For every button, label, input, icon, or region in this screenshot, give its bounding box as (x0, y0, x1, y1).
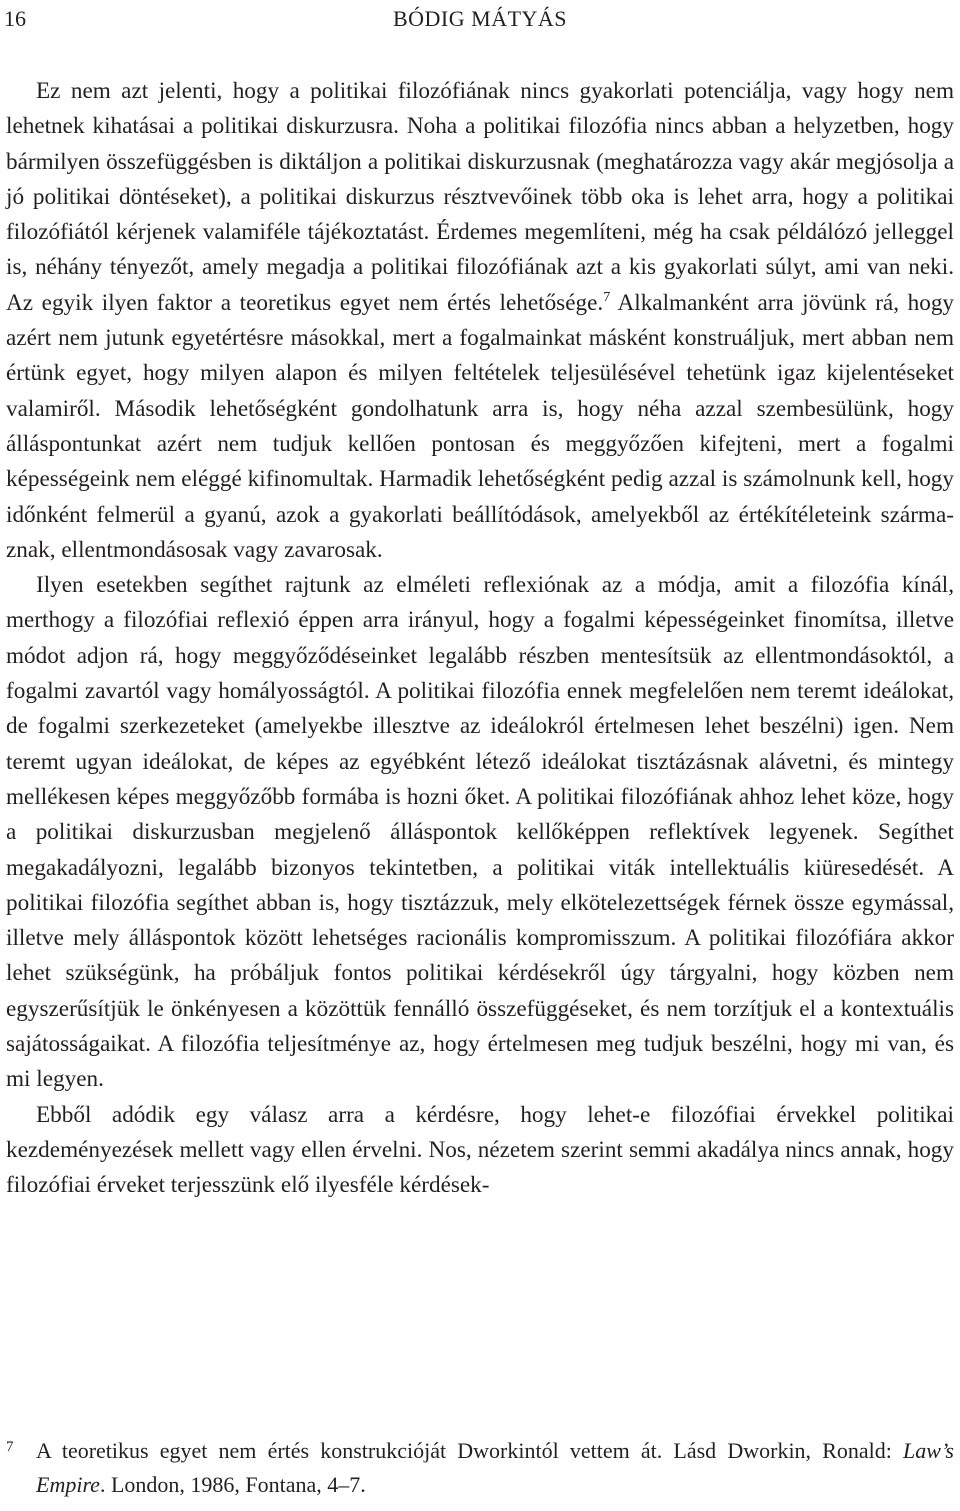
footnote-number: 7 (6, 1439, 14, 1455)
page-number: 16 (4, 6, 26, 31)
footnote-text-after: . London, 1986, Fontana, 4–7. (99, 1472, 366, 1497)
paragraph-2: Ilyen esetekben segíthet rajtunk az elméleti reflexiónak az a módja, amit a filozófia kínál, merthogy a filozófiai reflexió éppen arra irányul, hogy a fogalmi képességeinket finomítsa, illetve módot adjon rá, hogy meggyőződéseinket legalább részben mentesítsük az ellentmondásoktól, a fogalmi zavartól vagy homályosságtól. A politikai filozófia ennek megfelelően nem teremt ideálokat, de fogalmi szerkezeteket (amelyekbe illesztve az ideálokról értelmesen lehet beszélni) igen. Nem teremt ugyan ideálokat, de képes az egyébként létező ideálokat tisztázásnak alávetni, és mintegy mellékesen képes meggyőzőbb formába is hozni őket. A politikai filozófiának ahhoz lehet köze, hogy a politikai diskurzusban megjelenő álláspontok kellőképpen reflektívek legyenek. Segíthet megakadályozni, legalább bizonyos tekintetben, a politikai viták intellektuális kiüresedését. A politikai filozófia segíthet abban is, hogy tisztázzuk, mely elkötelezettségek férnek össze egymással, illetve mely álláspontok között lehetséges racionális kompromisszum. A politikai filozófiára akkor lehet szükségünk, ha próbáljuk fontos politikai kérdésekről úgy tárgyalni, hogy közben nem egyszerűsítjük le önkényesen a közöttük fennálló összefüggéseket, és nem torzítjuk el a kontextuális sajátosságaikat. A filozófia teljesítménye az, hogy értelmesen meg tudjuk beszélni, hogy mi van, és mi legyen. (6, 572, 954, 1093)
paragraph-3: Ebből adódik egy válasz arra a kérdésre, hogy lehet-e filozófiai érvekkel politikai kezdeményezések mellett vagy ellen érvelni. Nos, nézetem szerint semmi akadálya nincs annak, hogy filozófiai érveket terjesszünk elő ilyesféle kérdések- (6, 1101, 954, 1199)
page-header (0, 2, 960, 38)
paragraph-1-part-2: Alkalmanként arra jövünk rá, hogy azért nem jutunk egyetértésre másokkal, mert a fogalmainkat másként konstruáljuk, mert abban nem értünk egyet, hogy milyen alapon és milyen feltételek teljesülésével tehetünk igaz kijelentéseket valamiről. Második lehetőségként gondolhatunk arra is, hogy néha azzal szembesülünk, hogy álláspontunkat azért nem tudjuk kellően pontosan és meggyőzően kifejteni, mert a fogalmi képességeink nem eléggé kifinomultak. Harmadik lehetőségként pedig azzal is számolnunk kell, hogy időnként felmerül a gyanú, azok a gyakorlati beállítódások, amelyekből az értékítéleteink származnak, ellentmondásosak vagy zavarosak. (6, 289, 955, 563)
footnote-text (6, 1434, 954, 1502)
paragraph-1-part-1: Ez nem azt jelenti, hogy a politikai filozófiának nincs gyakorlati potenciálja, vagy hogy nem lehetnek kihatásai a politikai diskurzusra. Noha a politikai filozófia nincs abban a helyzetben, hogy bármilyen összefüggésben is diktáljon a politikai diskurzusnak (meghatározza vagy akár megjósolja a jó politikai döntéseket), a politikai diskurzus résztvevőinek több oka is lehet arra, hogy a politikai filozófiától kérjenek valamiféle tájékoztatást. Érdemes megemlíteni, még ha csak példálózó jelleggel is, néhány tényezőt, amely megadja a politikai filozófiának azt a kis gyakorlati súlyt, ami van neki. Az egyik ilyen faktor a teoretikus egyet nem értés lehetősége. (6, 78, 954, 316)
paragraph-1 (6, 74, 954, 568)
body-text (6, 74, 954, 1204)
footnote-ref[interactable]: 7 (603, 289, 611, 305)
footnote-text-before: A teoretikus egyet nem értés konstrukcióját Dworkintól vettem át. Lásd Dworkin, Ronald: (36, 1438, 904, 1463)
running-head: BÓDIG MÁTYÁS (392, 6, 568, 31)
footnote (6, 1434, 954, 1502)
footnote-book-title: Law’s Empire (36, 1438, 954, 1497)
